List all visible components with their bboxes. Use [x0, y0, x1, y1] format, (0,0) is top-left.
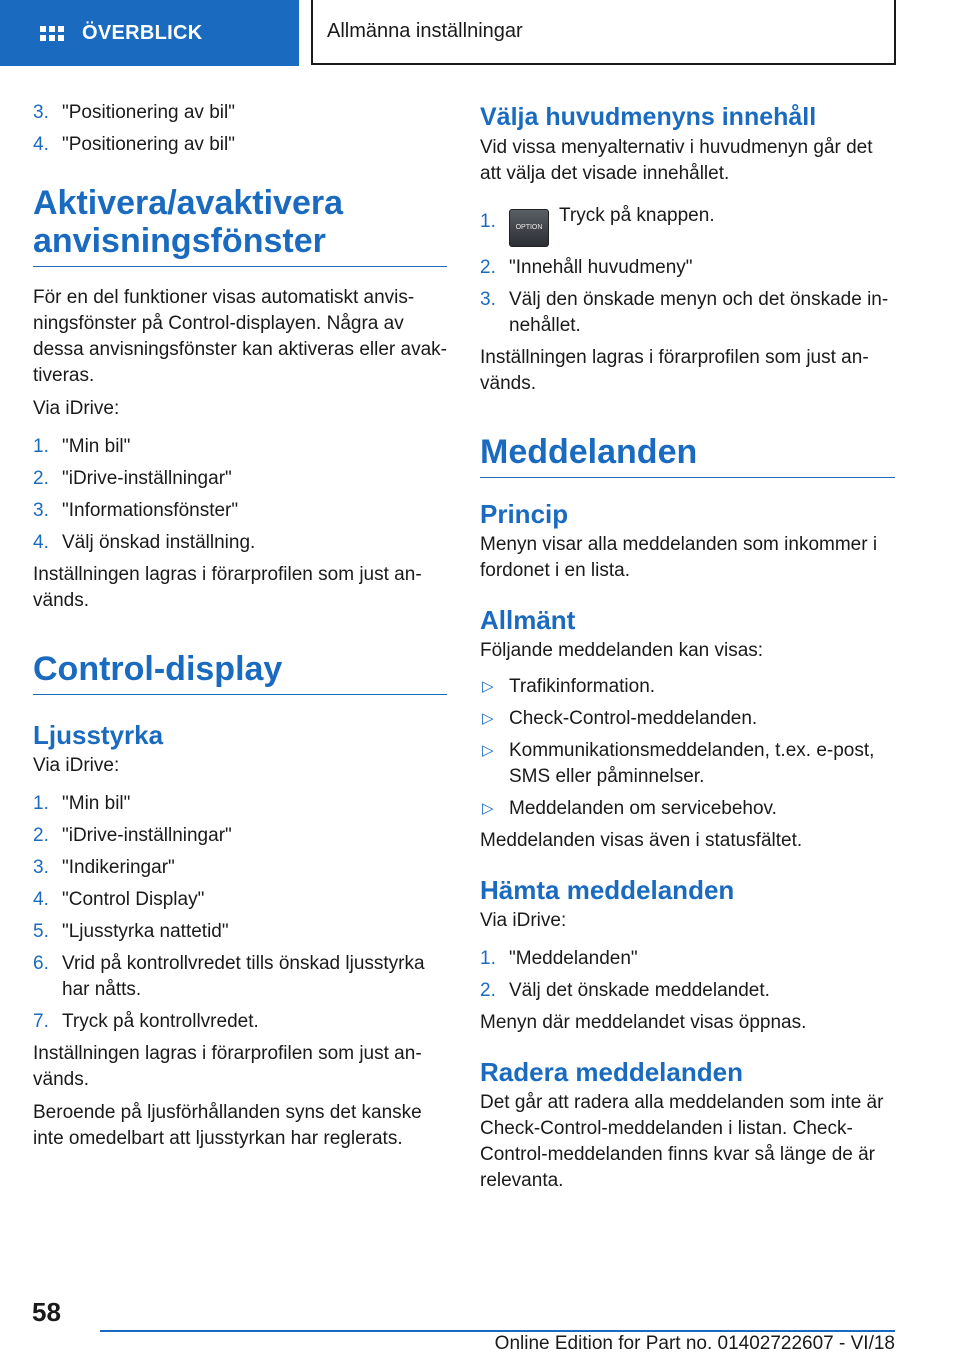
list-item: 3. "Informationsfönster"	[33, 500, 239, 521]
top-steps-list	[33, 100, 447, 158]
list-item: 1. OPTIONTryck på knappen.	[480, 203, 895, 247]
list-item: 3. "Positionering av bil"	[33, 102, 235, 123]
paragraph: Vid vissa menyalternativ i huvudmenyn går det att välja det visade innehållet.	[480, 137, 873, 184]
section-title-activate: Aktivera/avaktivera anvisningsfönster	[33, 184, 447, 267]
list-item: 3. "Indikeringar"	[33, 857, 175, 878]
triangle-bullet-icon: ▷	[482, 710, 494, 727]
grid-icon	[40, 26, 64, 41]
paragraph: Meddelanden visas även i statusfältet.	[480, 830, 803, 851]
list-item: 1. "Meddelanden"	[480, 948, 638, 969]
edition-text: Online Edition for Part no. 01402722607 - VI/18	[494, 1333, 895, 1354]
paragraph: Inställningen lagras i förarprofilen som just används.	[33, 564, 422, 611]
triangle-bullet-icon: ▷	[482, 800, 494, 817]
list-item: 1. "Min bil"	[33, 436, 131, 457]
main-menu-steps-list	[480, 203, 895, 339]
list-item: 7. Tryck på kontrollvredet.	[33, 1011, 259, 1032]
subsection-title-delete: Radera meddelanden	[480, 1057, 743, 1087]
list-item: 3. Välj den önskade menyn och det önskade innehållet.	[480, 289, 889, 336]
fetch-steps-list	[480, 946, 895, 1004]
footer-divider	[100, 1330, 895, 1332]
paragraph: Beroende på ljusförhållanden syns det kanske inte omedelbart att ljusstyrkan har reglerats.	[33, 1102, 422, 1149]
triangle-bullet-icon: ▷	[482, 742, 494, 759]
list-item: 4. Välj önskad inställning.	[33, 532, 256, 553]
subsection-title-general: Allmänt	[480, 605, 576, 635]
section-title-control-display: Control-display	[33, 650, 447, 695]
overview-tab-label: ÖVERBLICK	[82, 21, 203, 44]
list-item: ▷ Trafikinformation.	[480, 674, 895, 700]
list-item: 5. "Ljusstyrka nattetid"	[33, 921, 229, 942]
right-column	[480, 100, 895, 1201]
list-item: 6. Vrid på kontrollvredet tills önskad ljusstyrka har nåtts.	[33, 953, 425, 1000]
section-title-main-menu: Välja huvudmenyns innehåll	[480, 103, 817, 131]
section-tab-label: Allmänna inställningar	[327, 20, 523, 42]
paragraph: Inställningen lagras i förarprofilen som just används.	[480, 347, 869, 394]
paragraph: För en del funktioner visas automatiskt anvisningsfönster på Control-displayen. Några av dessa anvisningsfönster kan aktiveras eller avaktiveras.	[33, 287, 447, 386]
list-item: 2. "iDrive-inställningar"	[33, 825, 232, 846]
subsection-title-fetch: Hämta meddelanden	[480, 875, 735, 905]
list-item: 4. "Positionering av bil"	[33, 134, 235, 155]
list-item: ▷ Kommunikationsmeddelanden, t.ex. e-post, SMS eller påminnelser.	[482, 740, 875, 787]
list-item: 1. "Min bil"	[33, 793, 131, 814]
subsection-title-brightness: Ljusstyrka	[33, 720, 164, 750]
page-number: 58	[32, 1297, 61, 1327]
overview-tab[interactable]	[0, 0, 299, 66]
list-item: ▷ Check-Control-meddelanden.	[480, 706, 895, 732]
message-types-list	[480, 674, 895, 822]
paragraph: Menyn visar alla meddelanden som inkommer i fordonet i en lista.	[480, 534, 878, 581]
header-bar	[0, 0, 960, 66]
via-idrive-label: Via iDrive:	[33, 398, 120, 419]
list-item: ▷ Meddelanden om servicebehov.	[480, 796, 895, 822]
via-idrive-label: Via iDrive:	[480, 910, 567, 931]
left-column	[33, 100, 447, 1159]
list-item: 4. "Control Display"	[33, 889, 205, 910]
section-tab[interactable]	[311, 0, 896, 65]
via-idrive-label: Via iDrive:	[33, 755, 120, 776]
list-item: 2. "iDrive-inställningar"	[33, 468, 232, 489]
option-button-icon: OPTION	[509, 209, 549, 247]
activate-steps-list	[33, 434, 447, 556]
paragraph: Inställningen lagras i förarprofilen som just används.	[33, 1043, 422, 1090]
triangle-bullet-icon: ▷	[482, 678, 494, 695]
brightness-steps-list	[33, 791, 447, 1035]
paragraph: Det går att radera alla meddelanden som inte är Check-Control-meddelanden i listan. Check-Control-meddelanden finns kvar så länge de är relevanta.	[480, 1092, 884, 1191]
list-item: 2. Välj det önskade meddelandet.	[480, 980, 770, 1001]
paragraph: Menyn där meddelandet visas öppnas.	[480, 1012, 807, 1033]
list-item: 2. "Innehåll huvudmeny"	[480, 257, 693, 278]
subsection-title-principle: Princip	[480, 499, 569, 529]
section-title-messages: Meddelanden	[480, 433, 895, 478]
paragraph: Följande meddelanden kan visas:	[480, 640, 764, 661]
